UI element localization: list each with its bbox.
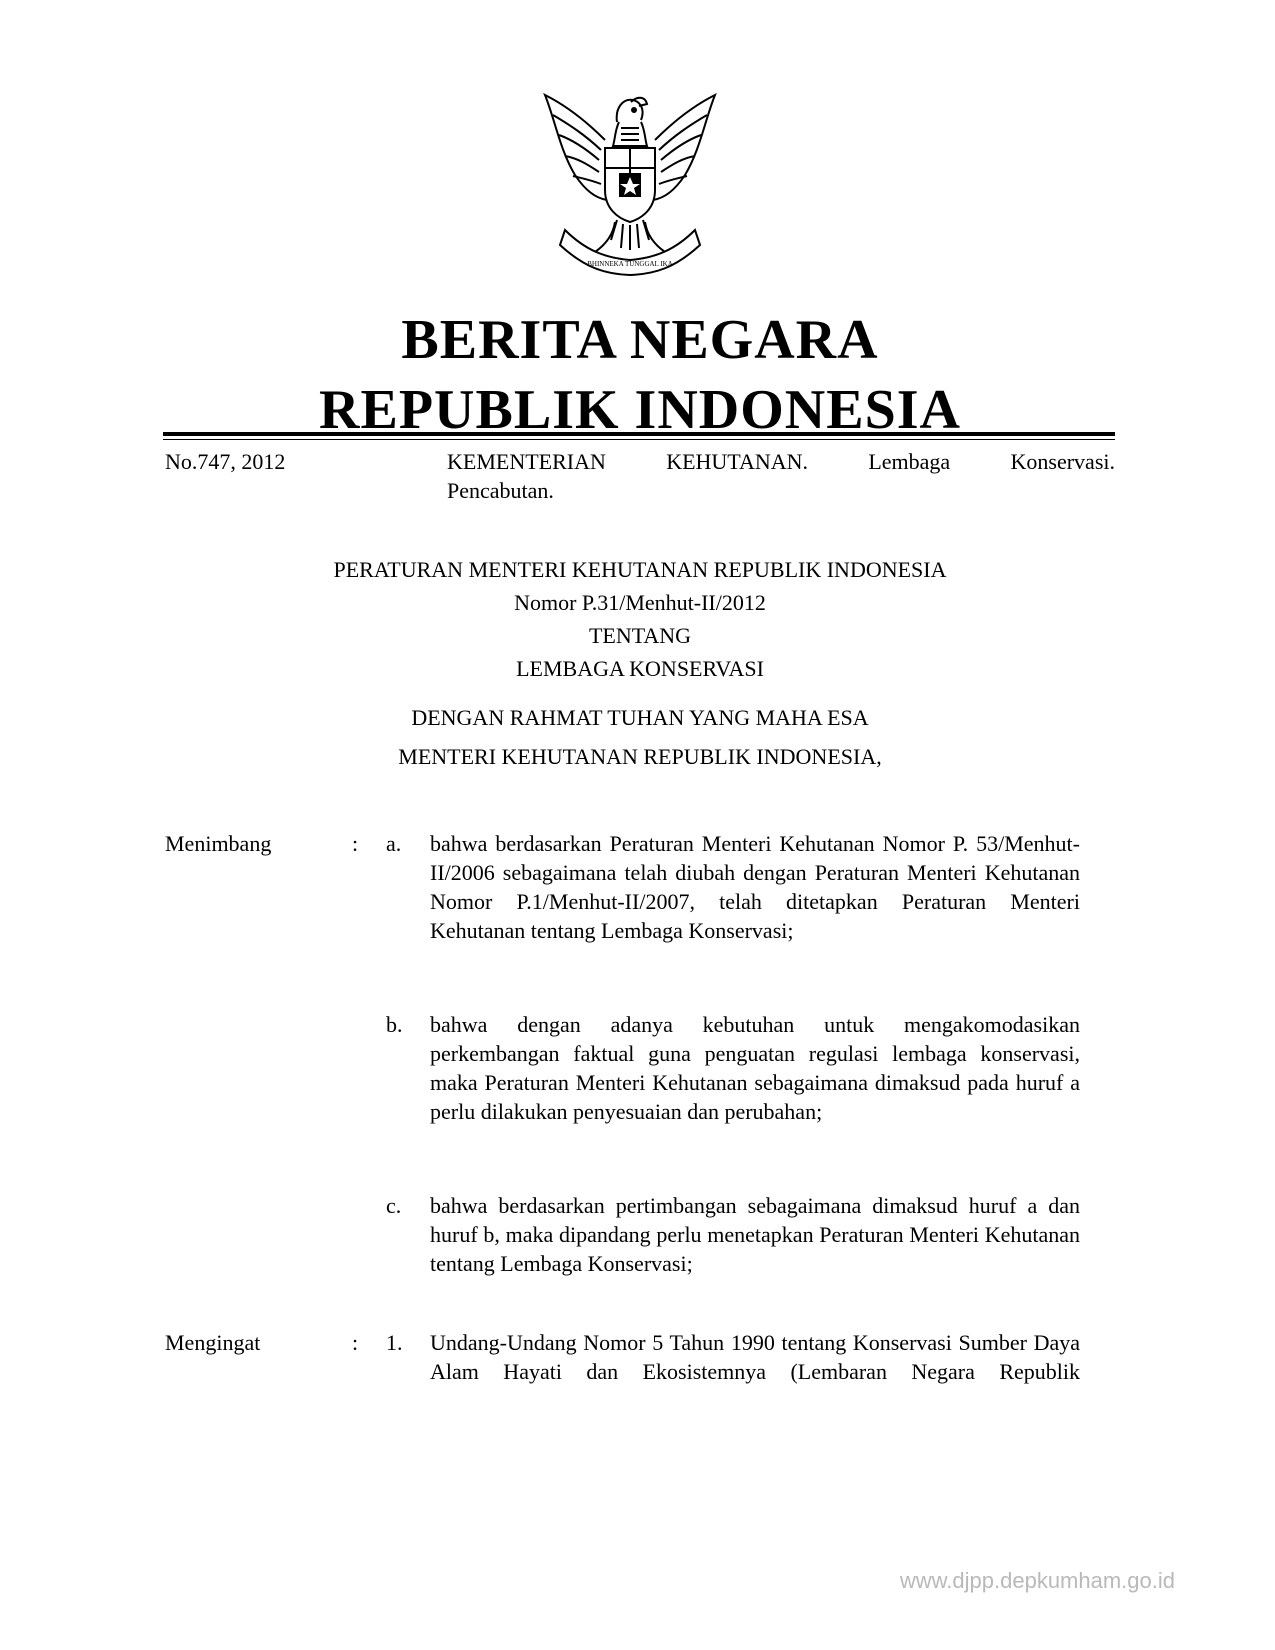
- menimbang-item-text: bahwa berdasarkan pertimbangan sebagaimana dimaksud huruf a dan huruf b, maka dipandang perlu menetapkan Peraturan Menteri Kehutanan tentang Lembaga Konservasi;: [430, 1193, 1080, 1276]
- svg-text:BHINNEKA TUNGGAL IKA: BHINNEKA TUNGGAL IKA: [587, 260, 673, 268]
- masthead-title-line2: REPUBLIK INDONESIA: [319, 379, 961, 441]
- regulation-heading: [160, 555, 1120, 687]
- masthead-rule-thick: [163, 432, 1115, 436]
- gazette-subject: [447, 447, 1115, 505]
- menimbang-colon: :: [352, 831, 359, 856]
- regulation-issuer: MENTERI KEHUTANAN REPUBLIK INDONESIA,: [398, 744, 882, 769]
- menimbang-item-text: bahwa dengan adanya kebutuhan untuk mengakomodasikan perkembangan faktual guna penguatan regulasi lembaga konservasi, maka Peraturan Menteri Kehutanan sebagaimana dimaksud pada huruf a perlu dilakukan penyesuaian dan perubahan;: [430, 1012, 1080, 1124]
- garuda-emblem-icon: [535, 80, 725, 280]
- regulation-about: TENTANG: [588, 623, 692, 648]
- regulation-preamble: [160, 703, 1120, 781]
- menimbang-item-marker: c.: [386, 1193, 402, 1218]
- mengingat-colon: :: [352, 1330, 359, 1355]
- source-watermark: www.djpp.depkumham.go.id: [899, 1568, 1175, 1593]
- regulation-subject: LEMBAGA KONSERVASI: [516, 656, 764, 681]
- mengingat-item-text: Undang-Undang Nomor 5 Tahun 1990 tentang Konservasi Sumber Daya Alam Hayati dan Ekosistemnya (Lembaran Negara Republik: [430, 1330, 1080, 1384]
- mengingat-item-marker: 1.: [386, 1330, 403, 1355]
- masthead-rule-thin: [163, 439, 1115, 440]
- gazette-number: No.747, 2012: [165, 449, 286, 474]
- regulation-invocation: DENGAN RAHMAT TUHAN YANG MAHA ESA: [411, 705, 869, 730]
- menimbang-item-marker: b.: [386, 1012, 403, 1037]
- mengingat-label: Mengingat: [165, 1330, 261, 1355]
- menimbang-item-marker: a.: [386, 831, 402, 856]
- regulation-number: Nomor P.31/Menhut-II/2012: [514, 590, 766, 615]
- regulation-title: PERATURAN MENTERI KEHUTANAN REPUBLIK INDONESIA: [333, 557, 947, 582]
- menimbang-item-text: bahwa berdasarkan Peraturan Menteri Kehutanan Nomor P. 53/Menhut-II/2006 sebagaimana telah diubah dengan Peraturan Menteri Kehutanan Nomor P.1/Menhut-II/2007, telah ditetapkan Peraturan Menteri Kehutanan tentang Lembaga Konservasi;: [430, 831, 1080, 943]
- gazette-subject-line1: KEMENTERIAN KEHUTANAN. Lembaga Konservasi.: [447, 449, 1115, 474]
- menimbang-label: Menimbang: [165, 831, 272, 856]
- gazette-subject-line2: Pencabutan.: [447, 478, 554, 503]
- masthead-title-line1: BERITA NEGARA: [401, 309, 879, 371]
